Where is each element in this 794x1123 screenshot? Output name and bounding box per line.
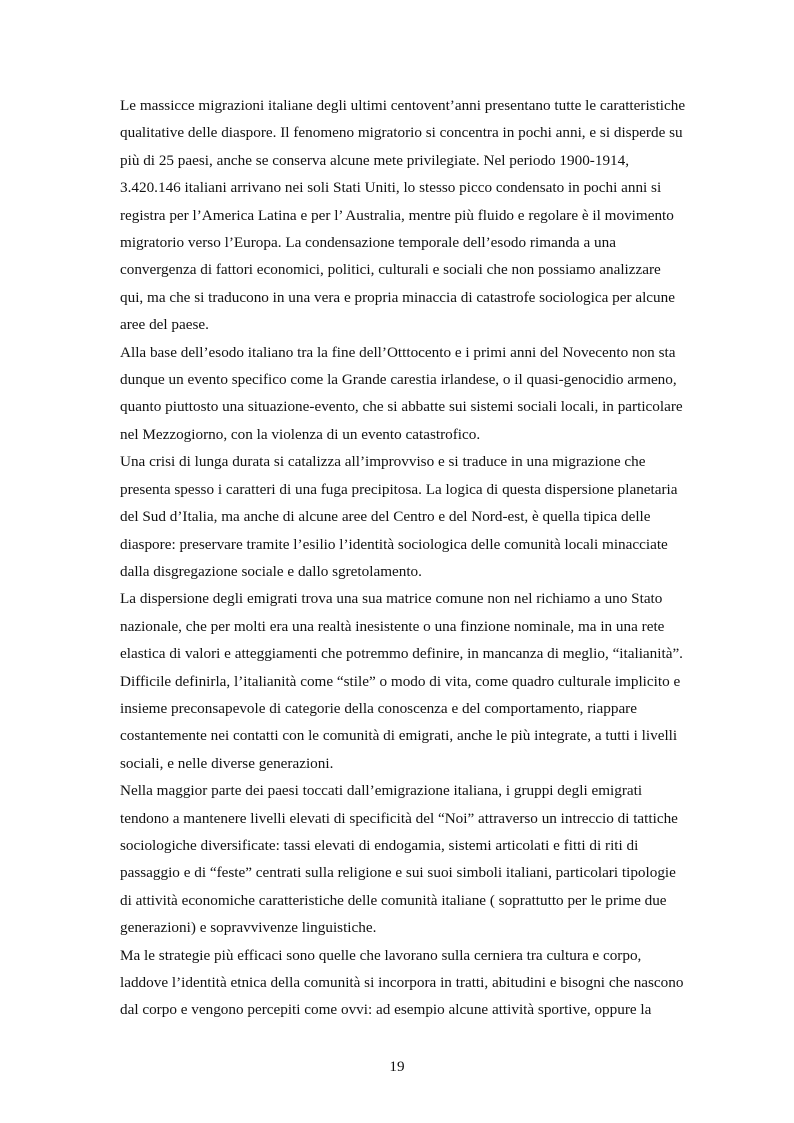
paragraph-5: Difficile definirla, l’italianità come “stile” o modo di vita, come quadro culturale implicito e insieme preconsapevole di categorie della conoscenza e del comportamento, riappare costantemente nei contatti con le comunità di emigrati, anche le più integrate, a tutti i livelli sociali, e nelle diverse generazioni. xyxy=(120,672,681,772)
paragraph-6: Nella maggior parte dei paesi toccati dall’emigrazione italiana, i gruppi degli emigrati tendono a mantenere livelli elevati di specificità del “Noi” attraverso un intreccio di tattiche sociologiche diversificate: tassi elevati di endogamia, sistemi articolati e fitti di riti di passaggio e di “feste” centrati sulla religione e sui suoi simboli italiani, particolari tipologie di attività economiche caratteristiche delle comunità italiane ( soprattutto per le prime due generazioni) e sopravvivenze linguistiche. xyxy=(120,782,678,937)
paragraph-3: Una crisi di lunga durata si catalizza all’improvviso e si traduce in una migrazione che presenta spesso i caratteri di una fuga precipitosa. La logica di questa dispersione planetaria del Sud d’Italia, ma anche di alcune aree del Centro e del Nord-est, è quella tipica delle diaspore: preservare tramite l’esilio l’identità sociologica delle comunità locali minacciate dalla disgregazione sociale e dallo sgretolamento. xyxy=(120,453,678,580)
body-text xyxy=(120,92,717,1024)
paragraph-4: La dispersione degli emigrati trova una sua matrice comune non nel richiamo a uno Stato nazionale, che per molti era una realtà inesistente o una finzione nominale, ma in una rete elastica di valori e atteggiamenti che potremmo definire, in mancanza di meglio, “italianità”. xyxy=(120,590,683,663)
paragraph-7: Ma le strategie più efficaci sono quelle che lavorano sulla cerniera tra cultura e corpo, laddove l’identità etnica della comunità si incorpora in tratti, abitudini e bisogni che nascono dal corpo e vengono percepiti come ovvi: ad esempio alcune attività sportive, oppure la xyxy=(120,946,684,1019)
page-number: 19 xyxy=(389,1058,405,1075)
paragraph-2: Alla base dell’esodo italiano tra la fine dell’Otttocento e i primi anni del Novecento non sta dunque un evento specifico come la Grande carestia irlandese, o il quasi-genocidio armeno, quanto piuttosto una situazione-evento, che si abbatte sui sistemi sociali locali, in particolare nel Mezzogiorno, con la violenza di un evento catastrofico. xyxy=(120,343,683,443)
paragraph-1: Le massicce migrazioni italiane degli ultimi centovent’anni presentano tutte le caratteristiche qualitative delle diaspore. Il fenomeno migratorio si concentra in pochi anni, e si disperde su più di 25 paesi, anche se conserva alcune mete privilegiate. Nel periodo 1900-1914, 3.420.146 italiani arrivano nei soli Stati Uniti, lo stesso picco condensato in pochi anni si registra per l’America Latina e per l’ Australia, mentre più fluido e regolare è il movimento migratorio verso l’Europa. La condensazione temporale dell’esodo rimanda a una convergenza di fattori economici, politici, culturali e sociali che non possiamo analizzare qui, ma che si traducono in una vera e propria minaccia di catastrofe sociologica per alcune aree del paese. xyxy=(120,97,686,334)
